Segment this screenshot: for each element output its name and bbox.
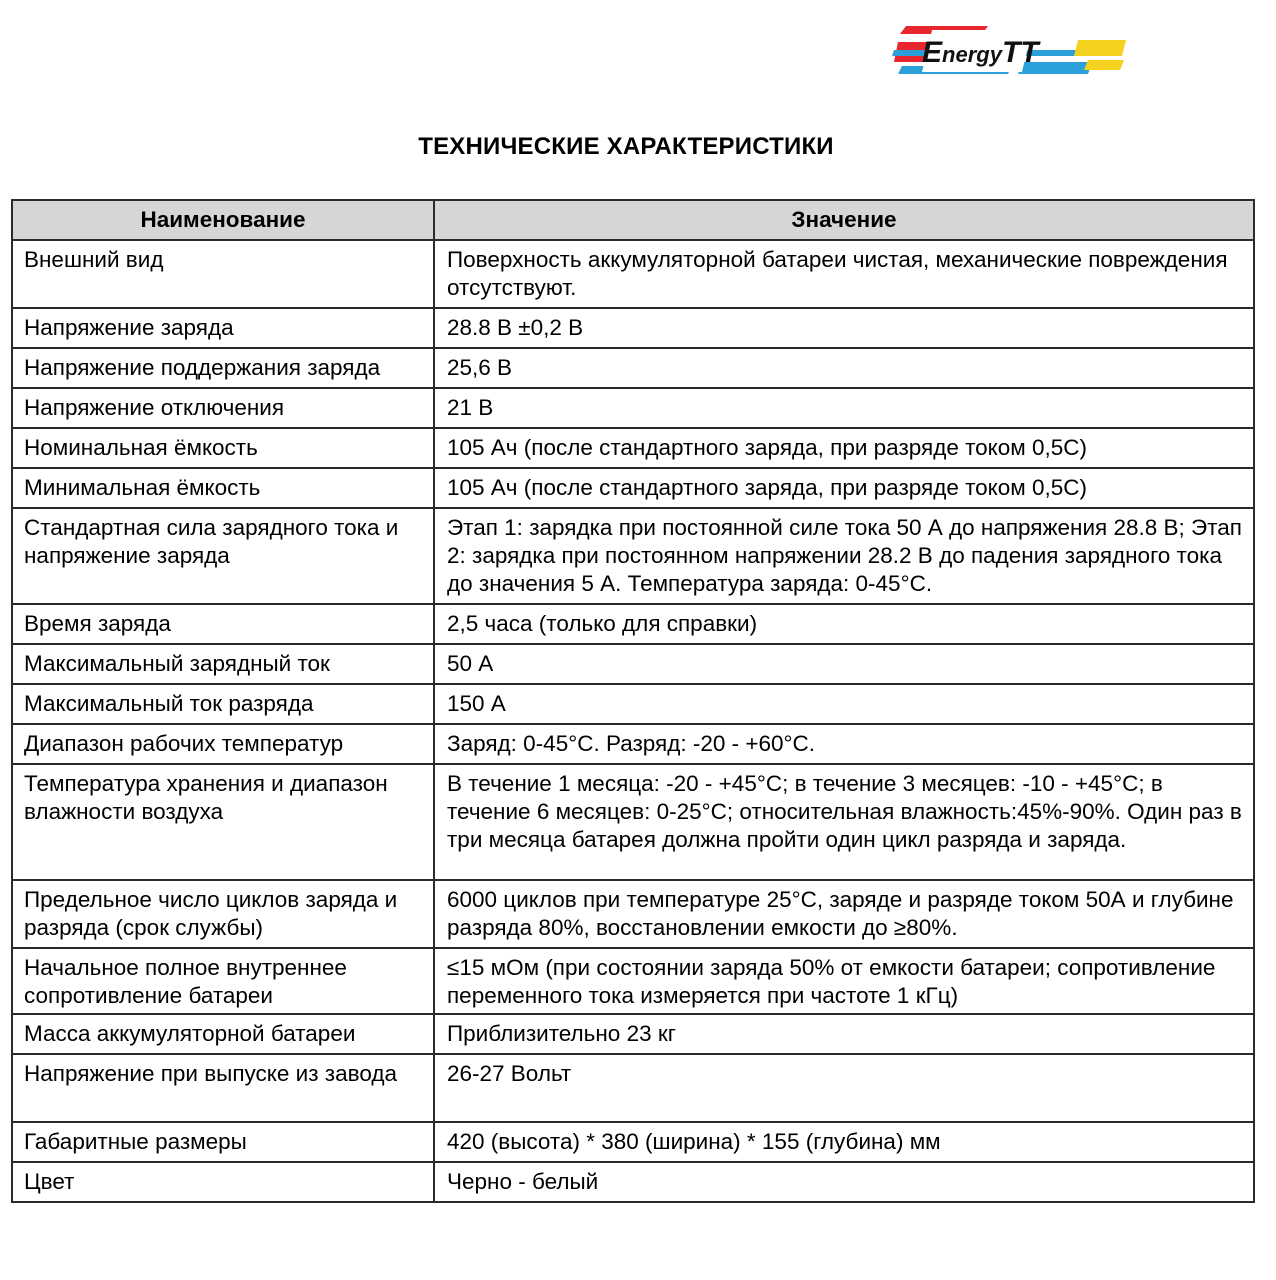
row-value: 21 В — [434, 388, 1254, 428]
table-row — [12, 388, 1254, 428]
row-value: Поверхность аккумуляторной батареи чистая, механические повреждения отсутствуют. — [434, 240, 1254, 308]
table-header-row — [12, 200, 1254, 240]
row-name: Напряжение заряда — [12, 308, 434, 348]
row-name: Номинальная ёмкость — [12, 428, 434, 468]
row-value: 28.8 В ±0,2 В — [434, 308, 1254, 348]
row-value: Этап 1: зарядка при постоянной силе тока 50 А до напряжения 28.8 В; Этап 2: зарядка при постоянном напряжении 28.2 В до падения зарядного тока до значения 5 А. Температура заряда: 0-45°С. — [434, 508, 1254, 604]
row-value: 2,5 часа (только для справки) — [434, 604, 1254, 644]
row-name: Максимальный зарядный ток — [12, 644, 434, 684]
table-row — [12, 1162, 1254, 1202]
row-value: 6000 циклов при температуре 25°С, заряде и разряде током 50А и глубине разряда 80%, восстановлении емкости до ≥80%. — [434, 880, 1254, 948]
row-name: Масса аккумуляторной батареи — [12, 1014, 434, 1054]
table-row — [12, 1014, 1254, 1054]
table-row — [12, 308, 1254, 348]
table-row — [12, 508, 1254, 604]
row-name: Начальное полное внутреннее сопротивление батареи — [12, 948, 434, 1014]
document-title: ТЕХНИЧЕСКИЕ ХАРАКТЕРИСТИКИ — [418, 133, 834, 160]
table-row — [12, 1054, 1254, 1122]
row-value: 105 Ач (после стандартного заряда, при разряде током 0,5С) — [434, 468, 1254, 508]
row-name: Напряжение поддержания заряда — [12, 348, 434, 388]
row-value: ≤15 мОм (при состоянии заряда 50% от емкости батареи; сопротивление переменного тока измеряется при частоте 1 кГц) — [434, 948, 1254, 1014]
spec-table — [11, 199, 1255, 1203]
row-name: Температура хранения и диапазон влажности воздуха — [12, 764, 434, 880]
row-name: Напряжение при выпуске из завода — [12, 1054, 434, 1122]
table-row — [12, 724, 1254, 764]
table-row — [12, 764, 1254, 880]
row-value: 105 Ач (после стандартного заряда, при разряде током 0,5С) — [434, 428, 1254, 468]
brand-logo — [892, 22, 1128, 80]
row-name: Минимальная ёмкость — [12, 468, 434, 508]
table-row — [12, 684, 1254, 724]
header-name: Наименование — [12, 200, 434, 240]
row-value: Заряд: 0-45°С. Разряд: -20 - +60°С. — [434, 724, 1254, 764]
table-row — [12, 880, 1254, 948]
table-row — [12, 240, 1254, 308]
header-value: Значение — [434, 200, 1254, 240]
row-value: 150 А — [434, 684, 1254, 724]
row-name: Напряжение отключения — [12, 388, 434, 428]
row-value: 420 (высота) * 380 (ширина) * 155 (глубина) мм — [434, 1122, 1254, 1162]
logo-wordmark: EnergyTT — [922, 36, 1039, 69]
row-name: Время заряда — [12, 604, 434, 644]
row-name: Цвет — [12, 1162, 434, 1202]
row-value: 26-27 Вольт — [434, 1054, 1254, 1122]
table-row — [12, 1122, 1254, 1162]
row-value: В течение 1 месяца: -20 - +45°С; в течение 3 месяцев: -10 - +45°С; в течение 6 месяцев: 0-25°С; относительная влажность:45%-90%. Один раз в три месяца батарея должна пройти один цикл разряда и заряда. — [434, 764, 1254, 880]
table-row — [12, 468, 1254, 508]
row-value: 50 А — [434, 644, 1254, 684]
row-value: Черно - белый — [434, 1162, 1254, 1202]
table-row — [12, 348, 1254, 388]
row-name: Предельное число циклов заряда и разряда (срок службы) — [12, 880, 434, 948]
row-name: Максимальный ток разряда — [12, 684, 434, 724]
table-row — [12, 428, 1254, 468]
row-name: Габаритные размеры — [12, 1122, 434, 1162]
table-row — [12, 948, 1254, 1014]
table-row — [12, 644, 1254, 684]
row-value: 25,6 В — [434, 348, 1254, 388]
table-row — [12, 604, 1254, 644]
row-name: Стандартная сила зарядного тока и напряжение заряда — [12, 508, 434, 604]
row-name: Внешний вид — [12, 240, 434, 308]
row-name: Диапазон рабочих температур — [12, 724, 434, 764]
row-value: Приблизительно 23 кг — [434, 1014, 1254, 1054]
